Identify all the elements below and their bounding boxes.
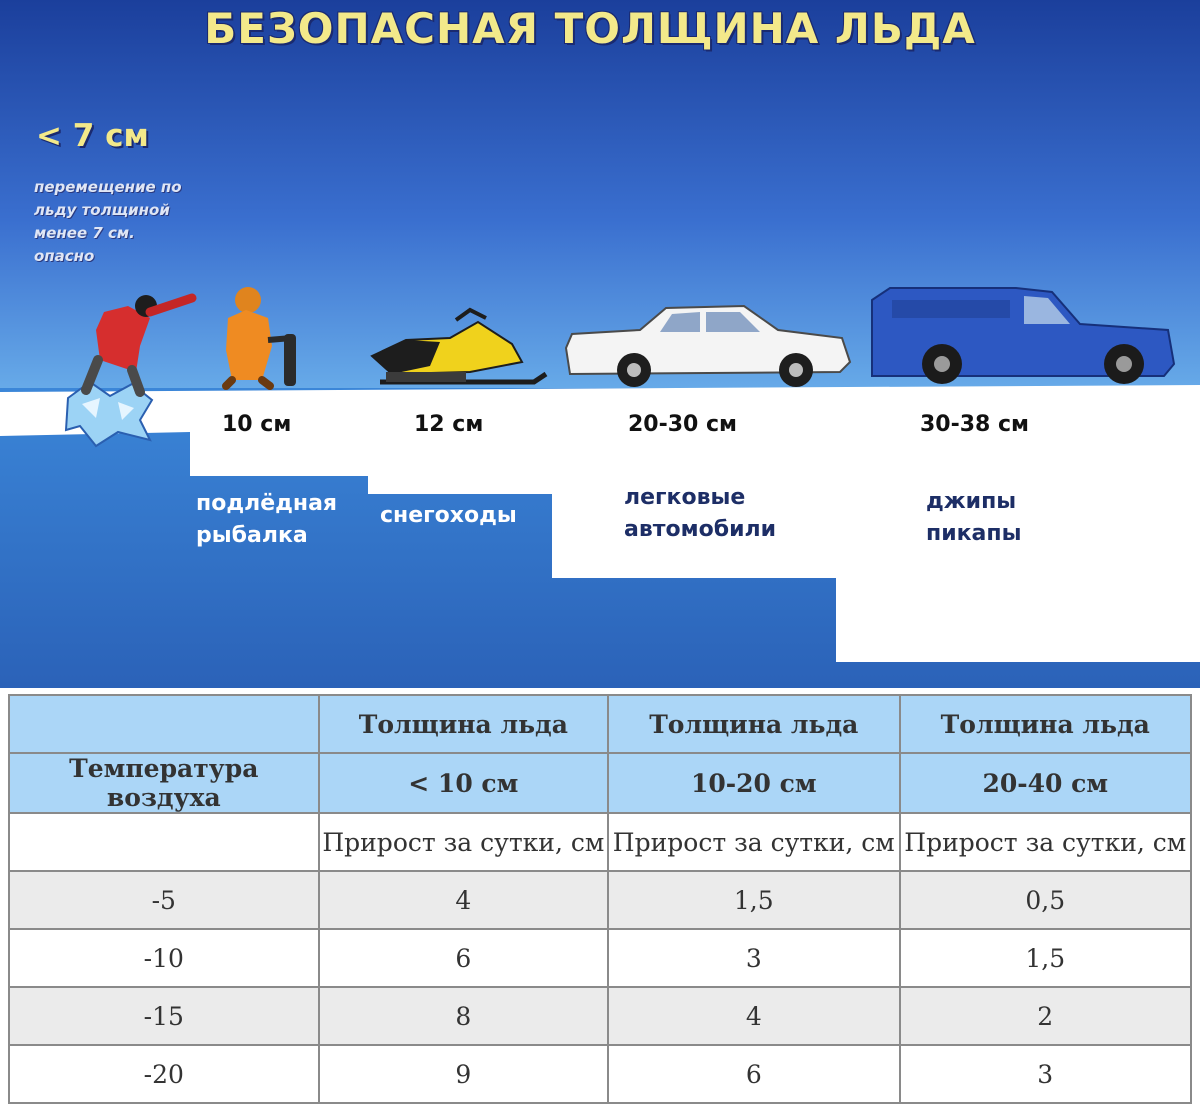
table-header-cell: 20-40 см [900, 753, 1191, 813]
thickness-label-cars: 20-30 см [628, 412, 738, 437]
caption-line: джипы [926, 489, 1017, 514]
ice-growth-table-section [0, 688, 1200, 1116]
table-row [9, 1045, 1191, 1103]
warning-line: менее 7 см. [34, 224, 135, 242]
table-cell: 9 [319, 1045, 608, 1103]
caption-fishing [196, 488, 337, 552]
table-header-cell: 10-20 см [608, 753, 899, 813]
table-subheader-cell: Прирост за сутки, см [608, 813, 899, 871]
caption-snowmobiles [380, 500, 517, 532]
table-cell: 2 [900, 987, 1191, 1045]
caption-cars [624, 482, 776, 546]
caption-line: пикапы [926, 521, 1022, 546]
table-header-cell: Толщина льда [319, 695, 608, 753]
caption-pickups [926, 486, 1022, 550]
table-cell: -10 [9, 929, 319, 987]
ice-growth-table [8, 694, 1192, 1104]
table-subheader-cell [9, 813, 319, 871]
table-header-row [9, 753, 1191, 813]
warning-line: перемещение по [34, 178, 182, 196]
warning-line: льду толщиной [34, 201, 170, 219]
table-subheader-cell: Прирост за сутки, см [319, 813, 608, 871]
caption-line: автомобили [624, 517, 777, 542]
thickness-label-pickups: 30-38 см [920, 412, 1030, 437]
warning-line: опасно [34, 247, 95, 265]
table-header-cell: < 10 см [319, 753, 608, 813]
table-cell: -20 [9, 1045, 319, 1103]
table-cell: -15 [9, 987, 319, 1045]
table-header-cell: Толщина льда [608, 695, 899, 753]
table-header-cell [9, 695, 319, 753]
caption-line: подлёдная [196, 491, 338, 516]
table-cell: 3 [900, 1045, 1191, 1103]
table-subheader-row [9, 813, 1191, 871]
table-cell: 3 [608, 929, 899, 987]
table-header-row [9, 695, 1191, 753]
infographic-title: БЕЗОПАСНАЯ ТОЛЩИНА ЛЬДА [204, 4, 976, 53]
thickness-label-snowmobiles: 12 см [414, 412, 484, 437]
table-row [9, 871, 1191, 929]
thickness-label-fishing: 10 см [222, 412, 292, 437]
table-cell: 8 [319, 987, 608, 1045]
table-cell: 0,5 [900, 871, 1191, 929]
warning-text [34, 176, 224, 268]
table-cell: 1,5 [608, 871, 899, 929]
table-subheader-cell: Прирост за сутки, см [900, 813, 1191, 871]
table-header-cell: Толщина льда [900, 695, 1191, 753]
table-cell: 6 [608, 1045, 899, 1103]
warning-heading: < 7 см [36, 118, 149, 154]
table-row [9, 987, 1191, 1045]
table-cell: 4 [608, 987, 899, 1045]
table-header-cell: Температура воздуха [9, 753, 319, 813]
table-cell: -5 [9, 871, 319, 929]
table-cell: 4 [319, 871, 608, 929]
caption-line: легковые [624, 485, 746, 510]
caption-line: рыбалка [196, 523, 308, 548]
caption-line: снегоходы [380, 503, 517, 528]
table-row [9, 929, 1191, 987]
table-cell: 6 [319, 929, 608, 987]
table-cell: 1,5 [900, 929, 1191, 987]
